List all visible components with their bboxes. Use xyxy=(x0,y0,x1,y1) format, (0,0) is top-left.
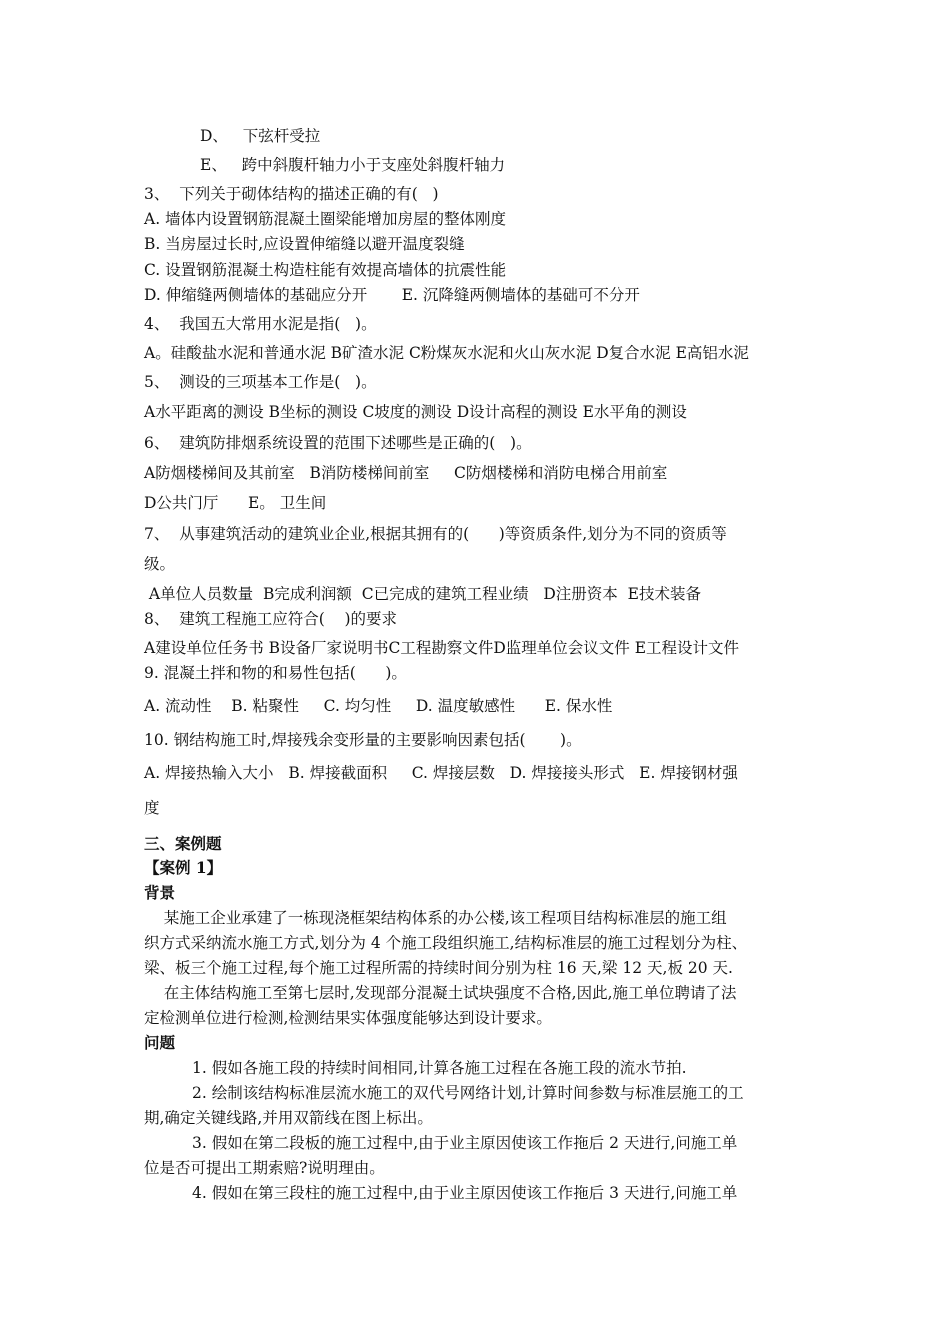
q9-options: A. 流动性 B. 粘聚性 C. 均匀性 D. 温度敏感性 E. 保水性 xyxy=(144,697,613,715)
case-question-3: 3. 假如在第二段板的施工过程中,由于业主原因使该工作拖后 2 天进行,问施工单 xyxy=(192,1134,738,1152)
q8-options: A建设单位任务书 B设备厂家说明书C工程勘察文件D监理单位会议文件 E工程设计文件 xyxy=(144,639,740,657)
case-question-2: 2. 绘制该结构标准层流水施工的双代号网络计划,计算时间参数与标准层施工的工 xyxy=(192,1084,744,1102)
question-7: 7、 从事建筑活动的建筑业企业,根据其拥有的( )等资质条件,划分为不同的资质等 xyxy=(144,525,727,543)
question-6: 6、 建筑防排烟系统设置的范围下述哪些是正确的( )。 xyxy=(144,434,532,452)
background-para-2-line2: 定检测单位进行检测,检测结果实体强度能够达到设计要求。 xyxy=(144,1009,552,1027)
q5-options: A水平距离的测设 B坐标的测设 C坡度的测设 D设计高程的测设 E水平角的测设 xyxy=(144,403,687,421)
q7-options: A单位人员数量 B完成利润额 C已完成的建筑工程业绩 D注册资本 E技术装备 xyxy=(144,585,701,603)
question-3: 3、 下列关于砌体结构的描述正确的有( ) xyxy=(144,185,439,203)
q10-options-cont: 度 xyxy=(144,799,160,817)
background-para-2-line1: 在主体结构施工至第七层时,发现部分混凝土试块强度不合格,因此,施工单位聘请了法 xyxy=(144,984,737,1002)
question-7-cont: 级。 xyxy=(144,555,176,573)
question-8: 8、 建筑工程施工应符合( )的要求 xyxy=(144,610,398,628)
q3-option-b: B. 当房屋过长时,应设置伸缩缝以避开温度裂缝 xyxy=(144,235,465,253)
option-e-text: E、 跨中斜腹杆轴力小于支座处斜腹杆轴力 xyxy=(200,156,506,174)
case-question-2-cont: 期,确定关键线路,并用双箭线在图上标出。 xyxy=(144,1109,433,1127)
option-d-text: D、 下弦杆受拉 xyxy=(200,127,321,145)
q3-option-a: A. 墙体内设置钢筋混凝土圈梁能增加房屋的整体刚度 xyxy=(144,210,507,228)
q10-options: A. 焊接热输入大小 B. 焊接截面积 C. 焊接层数 D. 焊接接头形式 E. 焊接钢材强 xyxy=(144,764,738,782)
background-para-1-line2: 织方式采纳流水施工方式,划分为 4 个施工段组织施工,结构标准层的施工过程划分为柱、 xyxy=(144,934,748,952)
question-5: 5、 测设的三项基本工作是( )。 xyxy=(144,373,377,391)
background-heading: 背景 xyxy=(144,883,176,902)
question-4: 4、 我国五大常用水泥是指( )。 xyxy=(144,315,377,333)
case-question-4: 4. 假如在第三段柱的施工过程中,由于业主原因使该工作拖后 3 天进行,问施工单 xyxy=(192,1184,738,1202)
background-para-1-line3: 梁、板三个施工过程,每个施工过程所需的持续时间分别为柱 16 天,梁 12 天,板 20 天. xyxy=(144,959,733,977)
case-question-3-cont: 位是否可提出工期索赔?说明理由。 xyxy=(144,1159,385,1177)
question-9: 9. 混凝土拌和物的和易性包括( )。 xyxy=(144,664,407,682)
case-title: 【案例 1】 xyxy=(144,858,223,877)
q3-options-d-e: D. 伸缩缝两侧墙体的基础应分开 E. 沉降缝两侧墙体的基础可不分开 xyxy=(144,286,640,304)
questions-heading: 问题 xyxy=(144,1033,176,1052)
case-question-1: 1. 假如各施工段的持续时间相同,计算各施工过程在各施工段的流水节拍. xyxy=(192,1059,687,1077)
q3-option-c: C. 设置钢筋混凝土构造柱能有效提高墙体的抗震性能 xyxy=(144,261,507,279)
section-heading: 三、案例题 xyxy=(144,834,222,853)
background-para-1-line1: 某施工企业承建了一栋现浇框架结构体系的办公楼,该工程项目结构标准层的施工组 xyxy=(144,909,727,927)
q6-options-line1: A防烟楼梯间及其前室 B消防楼梯间前室 C防烟楼梯和消防电梯合用前室 xyxy=(144,464,668,482)
question-10: 10. 钢结构施工时,焊接残余变形量的主要影响因素包括( )。 xyxy=(144,731,582,749)
q6-options-line2: D公共门厅 E。 卫生间 xyxy=(144,494,327,512)
q4-options: A。硅酸盐水泥和普通水泥 B矿渣水泥 C粉煤灰水泥和火山灰水泥 D复合水泥 E高铝水泥 xyxy=(144,344,749,362)
